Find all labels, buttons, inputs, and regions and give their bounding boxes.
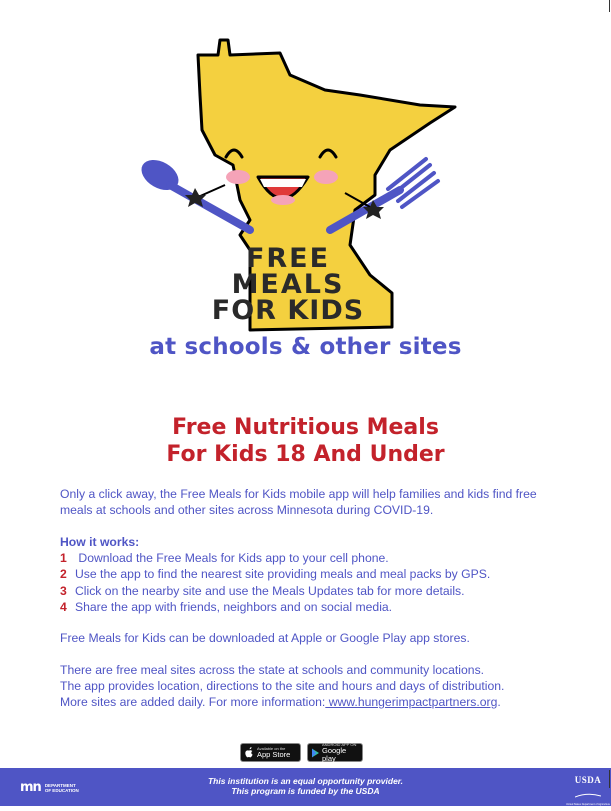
more-info-prefix: More sites are added daily. For more information: bbox=[60, 695, 326, 709]
more-info-line-3 bbox=[60, 694, 555, 710]
google-play-badge[interactable] bbox=[307, 743, 363, 762]
usda-logo bbox=[566, 775, 610, 806]
step-item bbox=[60, 550, 555, 566]
play-icon bbox=[312, 748, 319, 758]
footer-line-1: This institution is an equal opportunity provider. bbox=[207, 776, 404, 786]
headline-line-1: Free Nutritious Meals bbox=[172, 415, 439, 440]
usda-subtitle: United States Department of Agriculture bbox=[566, 803, 611, 806]
google-play-small-text: ANDROID APP ON bbox=[322, 741, 357, 747]
intro-paragraph: Only a click away, the Free Meals for Kids mobile app will help families and kids find free meals at schools and other sites across Minnesota during COVID-19. bbox=[60, 487, 537, 517]
step-text: Click on the nearby site and use the Meals Updates tab for more details. bbox=[75, 583, 465, 598]
step-item bbox=[60, 599, 555, 615]
usda-word: USDA bbox=[574, 775, 602, 785]
free-meals-minnesota-illustration bbox=[130, 35, 470, 335]
usda-swoosh-icon bbox=[575, 793, 601, 798]
step-number: 2 bbox=[60, 567, 67, 582]
apple-icon bbox=[245, 747, 254, 758]
headline-line-2: For Kids 18 And Under bbox=[166, 442, 445, 467]
tagline: at schools & other sites bbox=[149, 334, 462, 360]
hunger-impact-link[interactable]: www.hungerimpactpartners.org bbox=[325, 695, 498, 709]
app-store-badges bbox=[240, 743, 363, 762]
google-play-label: Google play bbox=[322, 745, 347, 763]
crop-mark bbox=[609, 770, 610, 788]
download-note: Free Meals for Kids can be downloaded at Apple or Google Play app stores. bbox=[60, 631, 470, 645]
step-text: Share the app with friends, neighbors and on social media. bbox=[75, 599, 393, 614]
mde-line-1: DEPARTMENT bbox=[44, 782, 76, 788]
mde-line-2: OF EDUCATION bbox=[44, 787, 79, 793]
footer-line-2: This program is funded by the USDA bbox=[231, 786, 380, 796]
crop-mark bbox=[609, 0, 610, 12]
how-it-works-title: How it works: bbox=[60, 535, 140, 549]
more-info-suffix: . bbox=[497, 695, 501, 709]
app-store-label: App Store bbox=[257, 749, 291, 759]
step-number: 3 bbox=[60, 583, 67, 598]
hero-title-line-2: MEALS bbox=[231, 269, 345, 300]
footer-statement bbox=[0, 776, 611, 796]
step-number: 4 bbox=[60, 599, 67, 614]
headline bbox=[0, 414, 611, 468]
footer-bar bbox=[0, 768, 611, 806]
step-number: 1 bbox=[60, 551, 67, 565]
hero-title-line-1: FREE bbox=[245, 243, 331, 274]
mde-mark: mn bbox=[20, 780, 41, 795]
step-item bbox=[60, 566, 555, 582]
steps-list bbox=[60, 550, 555, 615]
more-info bbox=[60, 662, 555, 710]
app-store-small-text: Available on the bbox=[257, 745, 286, 751]
hero-title-line-3: FOR KIDS bbox=[211, 295, 365, 326]
more-info-line-1: There are free meal sites across the state at schools and community locations. bbox=[60, 663, 485, 677]
step-text: Use the app to find the nearest site providing meals and meal packs by GPS. bbox=[75, 567, 491, 582]
more-info-line-2: The app provides location, directions to the site and hours and days of distribution. bbox=[60, 679, 505, 693]
app-store-badge[interactable] bbox=[240, 743, 301, 762]
step-item bbox=[60, 583, 555, 599]
step-text: Download the Free Meals for Kids app to your cell phone. bbox=[75, 551, 389, 565]
